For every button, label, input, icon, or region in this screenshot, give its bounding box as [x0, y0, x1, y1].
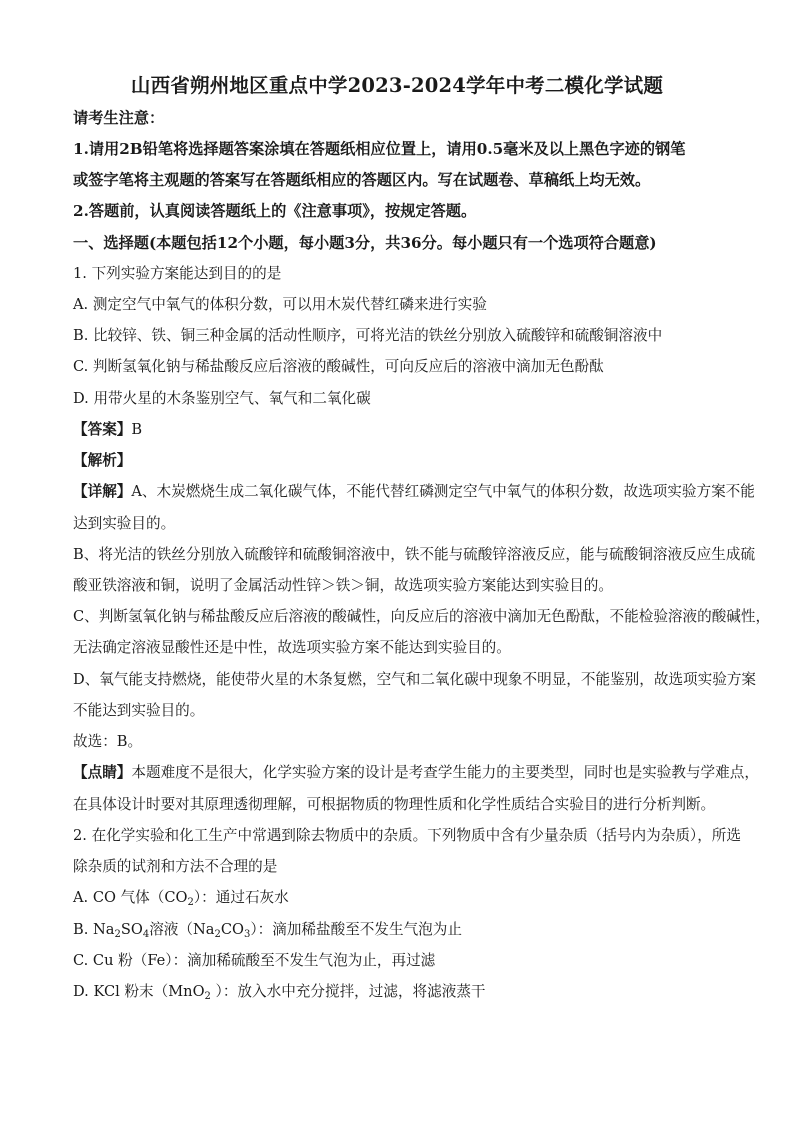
detail-b-line-1: B、将光洁的铁丝分别放入硫酸锌和硫酸铜溶液中，铁不能与硫酸锌溶液反应，能与硫酸铜溶液反应生成硫	[73, 546, 756, 563]
option-b-text-end: ）：滴加稀盐酸至不发生气泡为止	[250, 921, 462, 938]
detail-c-line-2: 无法确定溶液显酸性还是中性，故选项实验方案不能达到实验目的。	[73, 639, 511, 656]
detail-c-line-1: C、判断氢氧化钠与稀盐酸反应后溶液的酸碱性，向反应后的溶液中滴加无色酚酞，不能检验溶液的酸碱性，	[73, 608, 771, 625]
question-2-option-b	[73, 920, 462, 940]
comment-line-2: 在具体设计时要对其原理透彻理解，可根据物质的物理性质和化学性质结合实验目的进行分析判断。	[73, 796, 716, 813]
question-1-option-b: B. 比较锌、铁、铜三种金属的活动性顺序，可将光洁的铁丝分别放入硫酸锌和硫酸铜溶液中	[73, 327, 663, 344]
detail-d-line-1: D、氧气能支持燃烧，能使带火星的木条复燃，空气和二氧化碳中现象不明显，不能鉴别，故选项实验方案	[73, 671, 757, 688]
notice-label: 请考生注意：	[73, 109, 165, 127]
question-1-option-d: D. 用带火星的木条鉴别空气、氧气和二氧化碳	[73, 390, 371, 407]
comment-line-1: 本题难度不是很大，化学实验方案的设计是考查学生能力的主要类型，同时也是实验教与学难点，	[131, 764, 759, 781]
option-b-text: CO	[220, 921, 244, 938]
comment-paragraph	[73, 763, 759, 783]
answer-value: B	[131, 421, 143, 438]
option-d-text: D. KCl 粉末（MnO	[73, 983, 205, 1000]
subscript: 3	[243, 929, 251, 940]
question-2-stem-cont: 除杂质的试剂和方法不合理的是	[73, 858, 278, 875]
question-2-option-d	[73, 982, 486, 1002]
subscript: 2	[187, 897, 194, 908]
comment-tag: 【点睛】	[73, 764, 132, 781]
subscript: 2	[214, 929, 221, 940]
notice-item-2: 2.答题前，认真阅读答题纸上的《注意事项》，按规定答题。	[73, 202, 477, 220]
analysis-tag: 【解析】	[73, 452, 132, 469]
answer-tag: 【答案】	[73, 421, 132, 438]
detail-paragraph-a	[73, 482, 755, 502]
question-2-option-a	[73, 888, 289, 908]
question-1-option-a: A. 测定空气中氧气的体积分数，可以用木炭代替红磷来进行实验	[73, 296, 487, 313]
detail-d-line-2: 不能达到实验目的。	[73, 702, 205, 719]
section-heading: 一、选择题(本题包括12个小题，每小题3分，共36分。每小题只有一个选项符合题意)	[73, 234, 657, 252]
subscript: 2	[204, 991, 211, 1002]
option-d-text-end: ）：放入水中充分搅拌，过滤，将滤液蒸干	[210, 983, 486, 1000]
notice-item-1: 1.请用2B铅笔将选择题答案涂填在答题纸相应位置上，请用0.5毫米及以上黑色字迹的钢笔	[73, 140, 686, 158]
document-title: 山西省朔州地区重点中学2023-2024学年中考二模化学试题	[130, 74, 664, 97]
notice-item-1-cont: 或签字笔将主观题的答案写在答题纸相应的答题区内。写在试题卷、草稿纸上均无效。	[73, 171, 651, 189]
question-2-stem: 2. 在化学实验和化工生产中常遇到除去物质中的杂质。下列物质中含有少量杂质（括号内为杂质），所选	[73, 827, 741, 844]
option-a-text-end: ）：通过石灰水	[193, 889, 289, 906]
option-b-text: SO	[120, 921, 143, 938]
detail-tag: 【详解】	[73, 483, 132, 500]
detail-a-line-2: 达到实验目的。	[73, 515, 176, 532]
subscript: 4	[142, 929, 150, 940]
option-b-text: B. Na	[73, 921, 115, 938]
subscript: 2	[114, 929, 121, 940]
answer-line	[73, 420, 142, 440]
option-b-text: 溶液（Na	[149, 921, 215, 938]
final-choice: 故选：B。	[73, 733, 143, 750]
question-2-option-c: C. Cu 粉（Fe）：滴加稀硫酸至不发生气泡为止，再过滤	[73, 952, 436, 969]
option-a-text: A. CO 气体（CO	[73, 889, 188, 906]
question-1-stem: 1. 下列实验方案能达到目的的是	[73, 265, 282, 282]
question-1-option-c: C. 判断氢氧化钠与稀盐酸反应后溶液的酸碱性，可向反应后的溶液中滴加无色酚酞	[73, 358, 604, 375]
detail-b-line-2: 酸亚铁溶液和铜，说明了金属活动性锌＞铁＞铜，故选项实验方案能达到实验目的。	[73, 577, 613, 594]
detail-a-line-1: A、木炭燃烧生成二氧化碳气体，不能代替红磷测定空气中氧气的体积分数，故选项实验方案不能	[131, 483, 755, 500]
